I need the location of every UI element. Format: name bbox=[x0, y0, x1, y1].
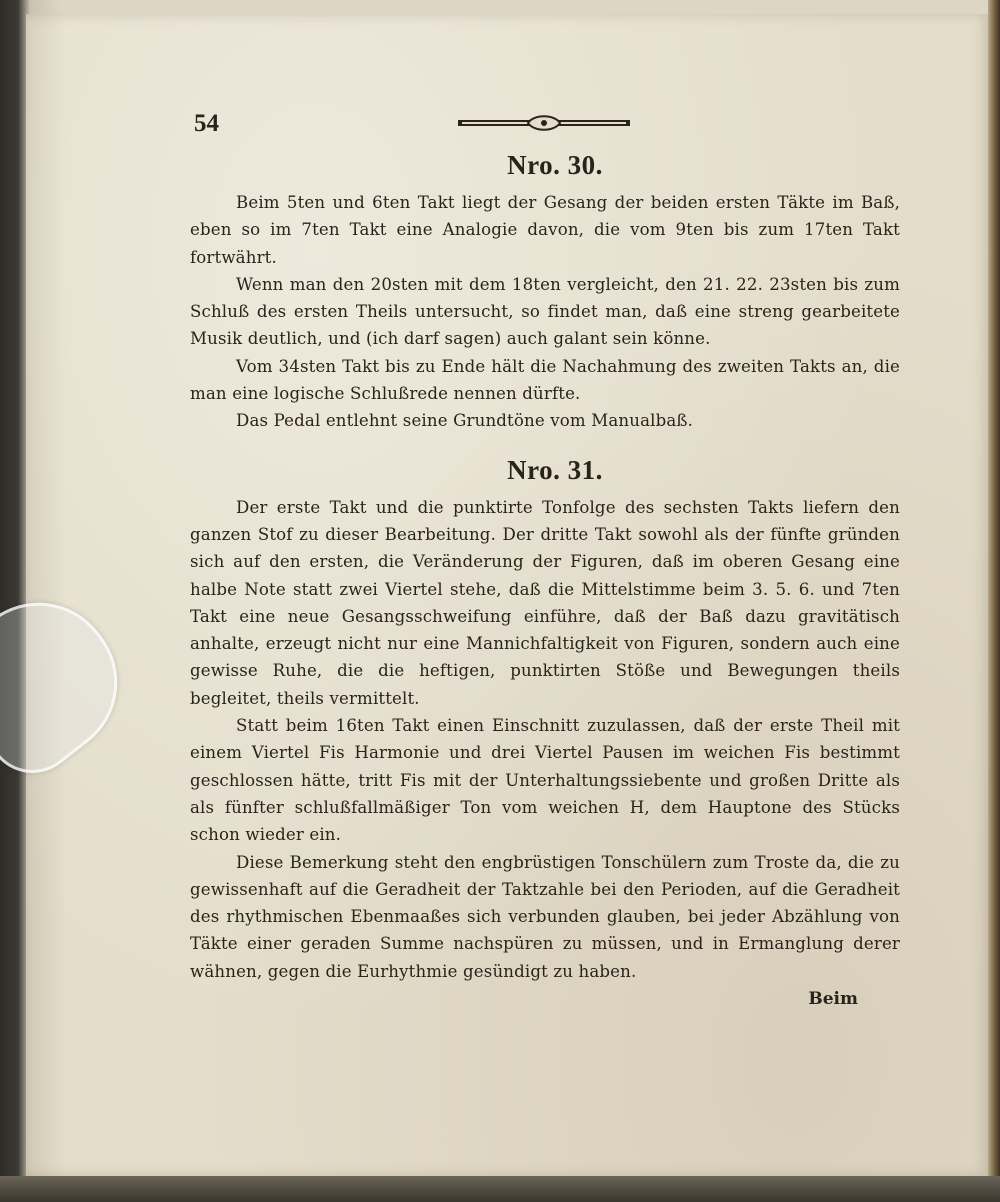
page-header bbox=[190, 104, 900, 150]
scan-background-strip bbox=[0, 1176, 1000, 1202]
page-number: 54 bbox=[194, 110, 219, 137]
page-text bbox=[190, 104, 900, 1009]
paragraph: Das Pedal entlehnt seine Grundtöne vom Manualbaß. bbox=[236, 411, 694, 431]
paragraph: Vom 34sten Takt bis zu Ende hält die Nachahmung des zweiten Takts an, die man eine logische Schlußrede nennen dürfte. bbox=[190, 356, 900, 404]
book-spine-edge bbox=[988, 0, 1000, 1202]
paragraph: Statt beim 16ten Takt einen Einschnitt zuzulassen, daß der erste Theil mit einem Viertel Fis Harmonie und drei Viertel Pausen im weichen Fis bestimmt geschlossen hätte, tritt Fis mit der Unterhaltungssiebente und großen Dritte als als fünfter schlußfallmäßiger Ton vom weichen H, dem Hauptone des Stücks schon wieder ein. bbox=[190, 716, 900, 845]
decorative-rule-ornament bbox=[458, 112, 630, 134]
paragraph: Beim 5ten und 6ten Takt liegt der Gesang der beiden ersten Täkte im Baß, eben so im 7ten Takt eine Analogie davon, die vom 9ten bis zum 17ten Takt fortwährt. bbox=[190, 193, 900, 267]
catchword: Beim bbox=[808, 989, 858, 1010]
paragraph: Diese Bemerkung steht den engbrüstigen Tonschülern zum Troste da, die zu gewissenhaft auf die Geradheit der Taktzahle bei den Perioden, auf die Geradheit des rhythmischen Ebenmaaßes sich verbunden glauben, bei jeder Abzählung von Täkte einer geraden Summe nachspüren zu müssen, und in Ermanglung derer wähnen, gegen die Eurhythmie gesündigt zu haben. bbox=[190, 852, 900, 981]
section-title-nro-30: Nro. 30. bbox=[507, 150, 603, 180]
paragraph: Der erste Takt und die punktirte Tonfolge des sechsten Takts liefern den ganzen Stof zu dieser Bearbeitung. Der dritte Takt sowohl als der fünfte gründen sich auf den ersten, die Veränderung der Figuren, daß im oberen Gesang eine halbe Note statt zwei Viertel stehe, daß die Mittelstimme beim 3. 5. 6. und 7ten Takt eine neue Gesangsschweifung einführe, daß der Baß dazu gravitätisch anhalte, erzeugt nicht nur eine Mannichfaltigkeit von Figuren, sondern auch eine gewisse Ruhe, die die heftigen, punktirten Stöße und Bewegungen theils begleitet, theils vermittelt. bbox=[190, 497, 900, 708]
paragraph: Wenn man den 20sten mit dem 18ten vergleicht, den 21. 22. 23sten bis zum Schluß des ersten Theils untersucht, so findet man, daß eine streng gearbeitete Musik deutlich, und (ich darf sagen) auch galant sein könne. bbox=[190, 274, 900, 349]
section-title-nro-31: Nro. 31. bbox=[507, 454, 603, 485]
